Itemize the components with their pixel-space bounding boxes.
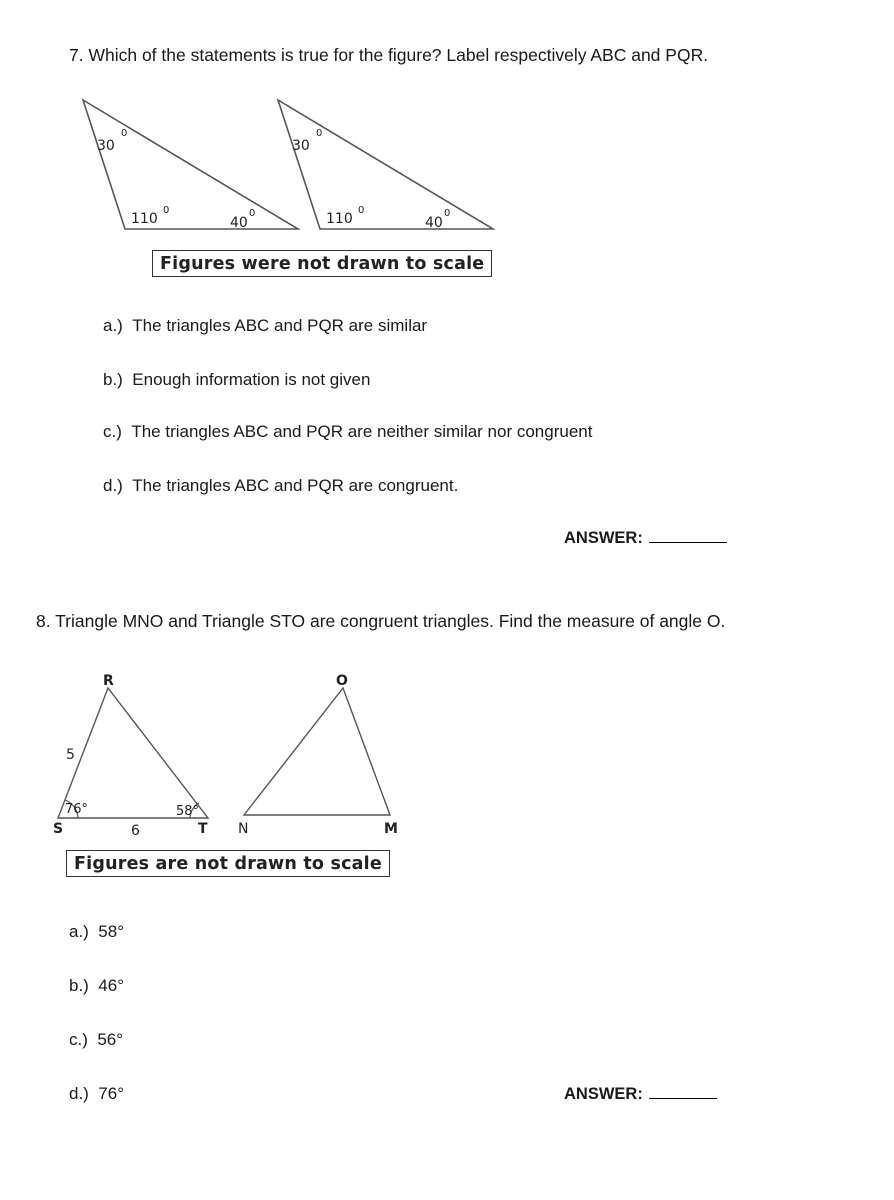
q8-option-c[interactable] <box>69 1030 123 1050</box>
q7-left-top-angle: 30 <box>97 138 115 154</box>
option-text: The triangles ABC and PQR are neither similar nor congruent <box>131 422 593 441</box>
option-text: 58° <box>98 922 125 941</box>
q8-option-d[interactable] <box>69 1084 124 1104</box>
option-letter: c.) <box>69 1030 88 1049</box>
q8-triangle-str <box>58 688 208 818</box>
option-text: The triangles ABC and PQR are congruent. <box>132 476 459 495</box>
q7-left-right-angle: 40 <box>230 215 248 231</box>
option-text: 76° <box>98 1084 125 1103</box>
q7-question: 7. Which of the statements is true for the figure? Label respectively ABC and PQR. <box>69 45 709 65</box>
q7-answer-label: ANSWER: <box>564 529 643 547</box>
q8-label-o: O <box>336 673 348 689</box>
q7-left-left-angle: 110 <box>131 211 158 227</box>
q7-left-top-degree: 0 <box>121 128 128 139</box>
q8-side-st: 6 <box>131 823 140 839</box>
option-text: 46° <box>98 976 125 995</box>
q7-right-left-degree: 0 <box>358 205 365 216</box>
q8-answer-label: ANSWER: <box>564 1085 643 1103</box>
q7-right-right-degree: 0 <box>444 208 451 219</box>
q7-left-right-degree: 0 <box>249 208 256 219</box>
option-letter: d.) <box>103 476 123 495</box>
option-letter: b.) <box>69 976 89 995</box>
q8-label-t: T <box>198 821 208 837</box>
q7-caption: Figures were not drawn to scale <box>152 250 492 277</box>
q8-angle-s: 76° <box>65 802 89 817</box>
q8-option-b[interactable] <box>69 976 124 996</box>
option-text: The triangles ABC and PQR are similar <box>132 316 428 335</box>
q7-right-right-angle: 40 <box>425 215 443 231</box>
option-letter: d.) <box>69 1084 89 1103</box>
option-text: Enough information is not given <box>132 370 371 389</box>
q8-label-m: M <box>384 821 398 837</box>
q8-caption: Figures are not drawn to scale <box>66 850 390 877</box>
q8-angle-t: 58° <box>176 804 200 819</box>
q8-option-a[interactable] <box>69 922 124 942</box>
q7-right-top-angle: 30 <box>292 138 310 154</box>
q7-left-left-degree: 0 <box>163 205 170 216</box>
option-text: 56° <box>97 1030 124 1049</box>
q8-triangle-nmo <box>244 688 390 815</box>
option-letter: a.) <box>103 316 123 335</box>
q8-question: 8. Triangle MNO and Triangle STO are congruent triangles. Find the measure of angle O. <box>36 611 726 631</box>
q8-side-rs: 5 <box>66 747 75 763</box>
q8-label-s: S <box>53 821 64 837</box>
option-letter: b.) <box>103 370 123 389</box>
option-letter: c.) <box>103 422 122 441</box>
q8-label-n: N <box>238 821 249 837</box>
q7-right-left-angle: 110 <box>326 211 353 227</box>
q8-answer <box>564 1084 717 1104</box>
q8-label-r: R <box>103 673 114 689</box>
q7-right-top-degree: 0 <box>316 128 323 139</box>
option-letter: a.) <box>69 922 89 941</box>
q8-answer-blank[interactable] <box>649 1084 717 1099</box>
